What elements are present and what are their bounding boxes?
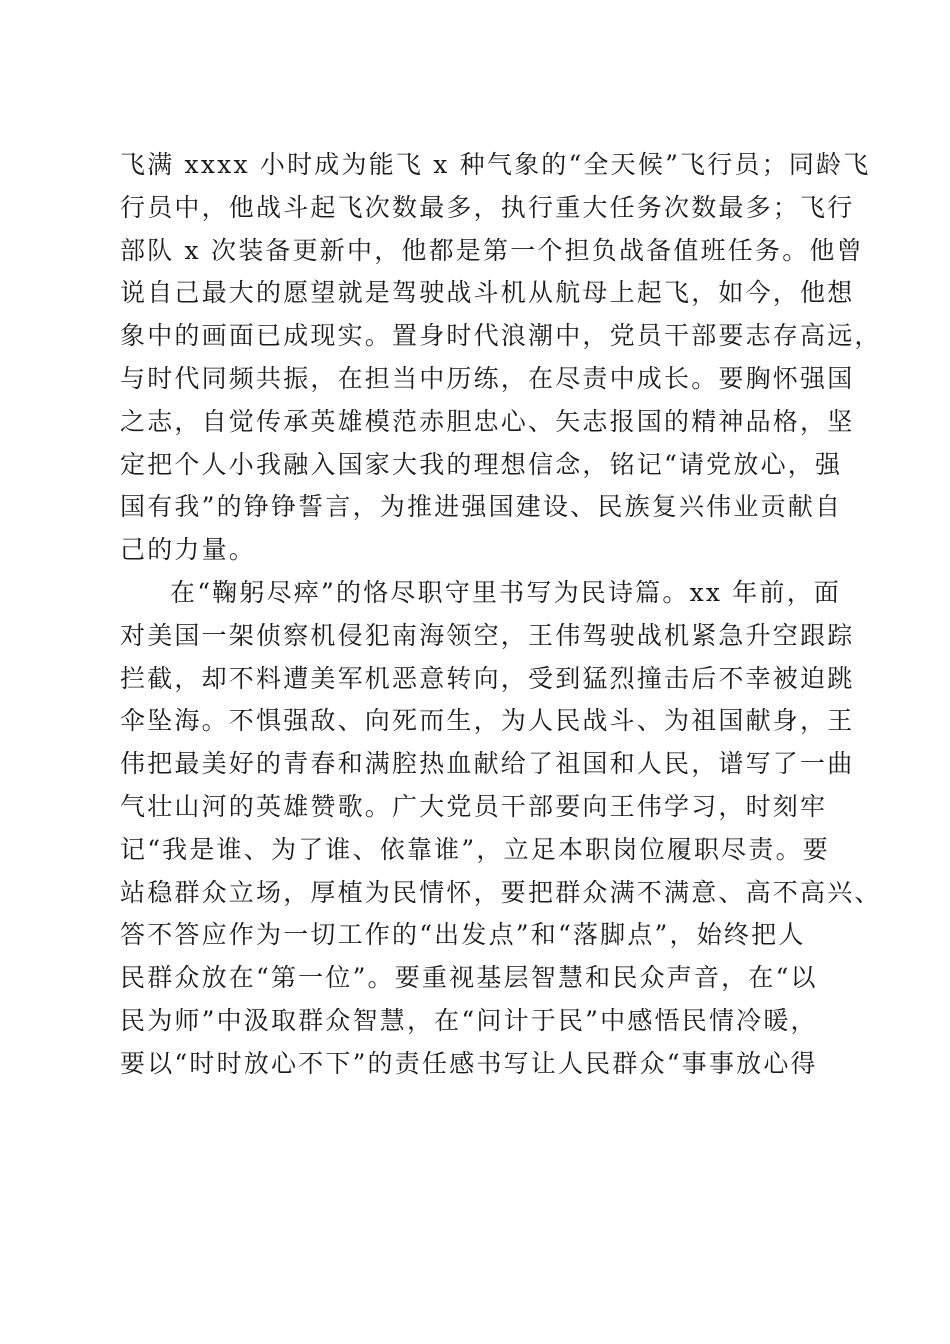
text-line: 记“我是谁、为了谁、依靠谁”，立足本职岗位履职尽责。要 [120, 834, 830, 864]
text-line: 飞满 xxxx 小时成为能飞 x 种气象的“全天候”飞行员；同龄飞 [120, 150, 871, 179]
text-line: 拦截，却不料遭美军机恶意转向，受到猛烈撞击后不幸被迫跳 [120, 663, 855, 693]
text-line: 与时代同频共振，在担当中历练，在尽责中成长。要胸怀强国 [120, 363, 855, 393]
text-line: 民群众放在“第一位”。要重视基层智慧和民众声音，在“以 [120, 963, 818, 993]
text-line: 要以“时时放心不下”的责任感书写让人民群众“事事放心得 [120, 1048, 818, 1078]
text-line: 答不答应作为一切工作的“出发点”和“落脚点”，始终把人 [120, 920, 806, 950]
paragraph-start-line: 在“鞠躬尽瘁”的恪尽职守里书写为民诗篇。xx 年前，面 [170, 577, 842, 607]
text-line: 对美国一架侦察机侵犯南海领空，王伟驾驶战机紧急升空跟踪 [120, 620, 855, 650]
text-line: 伟把最美好的青春和满腔热血献给了祖国和人民，谱写了一曲 [120, 749, 855, 779]
text-line: 伞坠海。不惧强敌、向死而生，为人民战斗、为祖国献身，王 [120, 706, 855, 736]
text-line: 定把个人小我融入国家大我的理想信念，铭记“请党放心，强 [120, 449, 843, 479]
text-line: 说自己最大的愿望就是驾驶战斗机从航母上起飞，如今，他想 [120, 278, 855, 308]
text-line: 气壮山河的英雄赞歌。广大党员干部要向王伟学习，时刻牢 [120, 791, 828, 821]
text-line: 站稳群众立场，厚植为民情怀，要把群众满不满意、高不高兴、 [120, 877, 882, 907]
text-line: 国有我”的铮铮誓言，为推进强国建设、民族复兴伟业贡献自 [120, 492, 843, 522]
body-text [120, 144, 882, 1086]
text-line: 象中的画面已成现实。置身时代浪潮中，党员干部要志存高远， [120, 321, 882, 351]
text-line: 之志，自觉传承英雄模范赤胆忠心、矢志报国的精神品格，坚 [120, 406, 855, 436]
text-line: 部队 x 次装备更新中，他都是第一个担负战备值班任务。他曾 [120, 235, 864, 265]
text-line: 民为师”中汲取群众智慧，在“问计于民”中感悟民情冷暖， [120, 1005, 818, 1035]
text-line: 己的力量。 [120, 535, 257, 565]
text-line: 行员中，他战斗起飞次数最多，执行重大任务次数最多；飞行 [120, 192, 855, 222]
